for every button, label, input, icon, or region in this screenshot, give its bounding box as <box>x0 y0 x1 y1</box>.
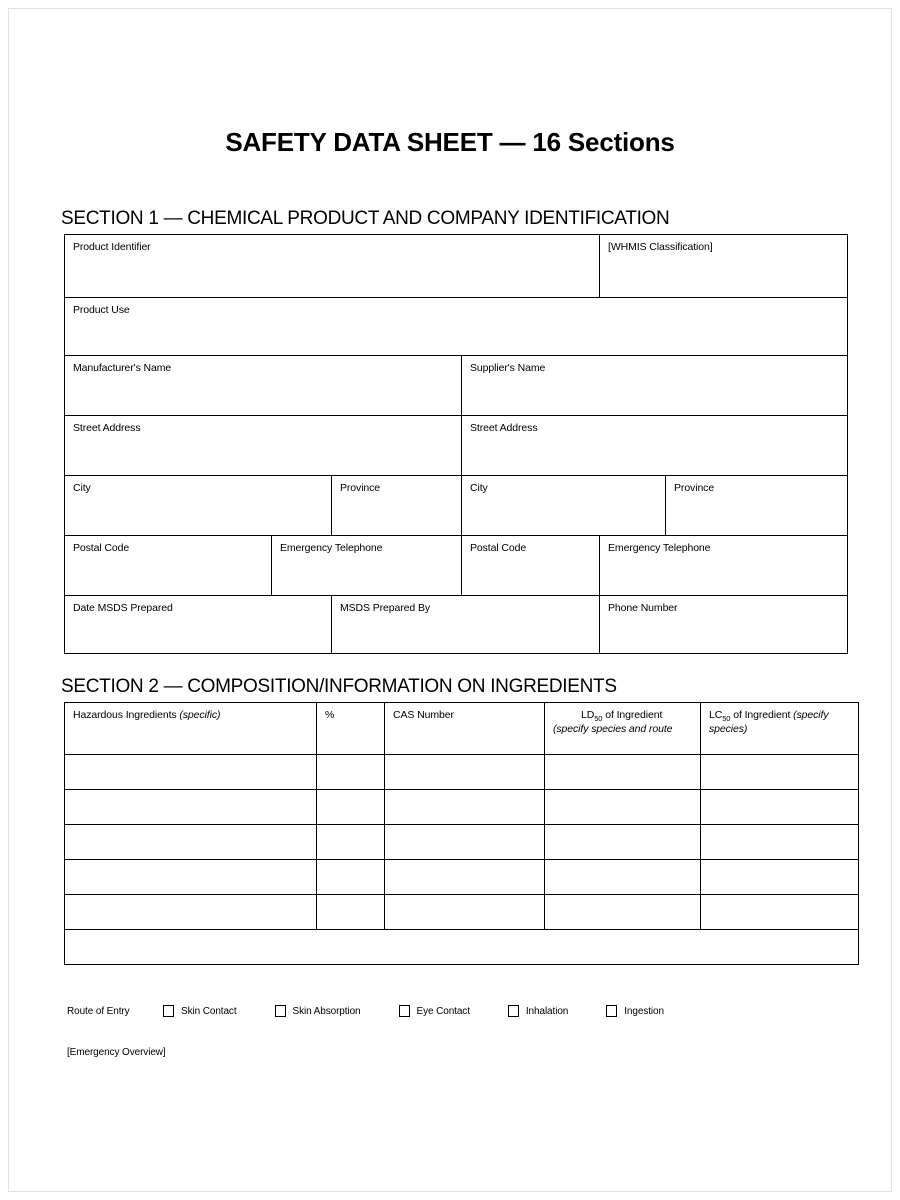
lc50-subscript: 50 <box>722 714 731 724</box>
field-manufacturer-name[interactable]: Manufacturer's Name <box>65 356 462 416</box>
checkbox-eye-contact[interactable] <box>399 1005 410 1017</box>
lc50-italic-2: species) <box>709 723 748 736</box>
route-option-skin-absorption[interactable] <box>275 1005 361 1017</box>
route-of-entry-label: Route of Entry <box>67 1005 130 1017</box>
ld50-prefix: LD <box>581 709 595 721</box>
route-option-ingestion[interactable] <box>606 1005 664 1017</box>
column-header-hazardous-ingredients <box>65 703 317 755</box>
table-row <box>65 476 848 536</box>
cell-cas-number[interactable] <box>385 895 545 930</box>
checkbox-inhalation[interactable] <box>508 1005 519 1017</box>
cell-ld50[interactable] <box>545 895 701 930</box>
checkbox-skin-absorption[interactable] <box>275 1005 286 1017</box>
field-manufacturer-city[interactable]: City <box>65 476 332 536</box>
field-msds-prepared-by[interactable]: MSDS Prepared By <box>332 596 600 654</box>
section-1-table <box>64 234 848 654</box>
cell-percent[interactable] <box>317 860 385 895</box>
table-row <box>65 235 848 298</box>
header-text: Hazardous Ingredients <box>73 709 180 721</box>
route-of-entry-row <box>67 1005 891 1017</box>
table-row <box>65 930 859 965</box>
cell-cas-number[interactable] <box>385 755 545 790</box>
cell-lc50[interactable] <box>701 790 859 825</box>
cell-cas-number[interactable] <box>385 790 545 825</box>
page-title: SAFETY DATA SHEET — 16 Sections <box>225 127 675 157</box>
field-supplier-emergency-telephone[interactable]: Emergency Telephone <box>600 536 848 596</box>
cell-hazardous-ingredient[interactable] <box>65 825 317 860</box>
ld50-subscript: 50 <box>594 714 603 724</box>
column-header-percent: % <box>317 703 385 755</box>
table-row <box>65 825 859 860</box>
cell-cas-number[interactable] <box>385 860 545 895</box>
header-text-italic: (specific) <box>179 709 221 721</box>
field-phone-number[interactable]: Phone Number <box>600 596 848 654</box>
cell-percent[interactable] <box>317 790 385 825</box>
field-whmis-classification[interactable]: [WHMIS Classification] <box>600 235 848 298</box>
field-manufacturer-street-address[interactable]: Street Address <box>65 416 462 476</box>
cell-percent[interactable] <box>317 755 385 790</box>
document-page <box>8 8 892 1192</box>
cell-lc50[interactable] <box>701 825 859 860</box>
cell-lc50[interactable] <box>701 895 859 930</box>
cell-hazardous-ingredient[interactable] <box>65 895 317 930</box>
field-supplier-city[interactable]: City <box>462 476 666 536</box>
table-row <box>65 755 859 790</box>
field-supplier-name[interactable]: Supplier's Name <box>462 356 848 416</box>
route-option-label: Skin Absorption <box>292 1005 361 1017</box>
cell-ld50[interactable] <box>545 860 701 895</box>
route-option-label: Ingestion <box>624 1005 664 1017</box>
field-supplier-province[interactable]: Province <box>666 476 848 536</box>
cell-percent[interactable] <box>317 825 385 860</box>
cell-hazardous-ingredient[interactable] <box>65 755 317 790</box>
cell-percent[interactable] <box>317 895 385 930</box>
field-manufacturer-emergency-telephone[interactable]: Emergency Telephone <box>272 536 462 596</box>
cell-ld50[interactable] <box>545 825 701 860</box>
table-row <box>65 860 859 895</box>
field-supplier-street-address[interactable]: Street Address <box>462 416 848 476</box>
cell-cas-number[interactable] <box>385 825 545 860</box>
field-date-msds-prepared[interactable]: Date MSDS Prepared <box>65 596 332 654</box>
route-option-label: Skin Contact <box>181 1005 237 1017</box>
section-1-heading: SECTION 1 — CHEMICAL PRODUCT AND COMPANY IDENTIFICATION <box>61 208 670 229</box>
ld50-italic: (specify species and route <box>553 723 673 736</box>
column-header-cas-number: CAS Number <box>385 703 545 755</box>
table-row <box>65 596 848 654</box>
column-header-lc50 <box>701 703 859 755</box>
table-row <box>65 895 859 930</box>
table-row <box>65 536 848 596</box>
cell-lc50[interactable] <box>701 755 859 790</box>
cell-hazardous-ingredient[interactable] <box>65 860 317 895</box>
route-option-label: Eye Contact <box>416 1005 470 1017</box>
field-product-identifier[interactable]: Product Identifier <box>65 235 600 298</box>
route-option-label: Inhalation <box>525 1005 569 1017</box>
column-header-ld50 <box>545 703 701 755</box>
lc50-prefix: LC <box>709 709 723 721</box>
lc50-italic-1: (specify <box>793 709 829 721</box>
section-2-table <box>64 702 859 965</box>
route-option-skin-contact[interactable] <box>163 1005 237 1017</box>
section-2-heading: SECTION 2 — COMPOSITION/INFORMATION ON INGREDIENTS <box>61 676 617 697</box>
field-manufacturer-postal-code[interactable]: Postal Code <box>65 536 272 596</box>
table-row <box>65 416 848 476</box>
table-row <box>65 356 848 416</box>
emergency-overview-label: [Emergency Overview] <box>67 1047 166 1058</box>
route-option-inhalation[interactable] <box>508 1005 568 1017</box>
table-row <box>65 790 859 825</box>
lc50-suffix: of Ingredient <box>730 709 794 721</box>
cell-notes-full-width[interactable] <box>65 930 859 965</box>
checkbox-ingestion[interactable] <box>606 1005 617 1017</box>
route-option-eye-contact[interactable] <box>399 1005 470 1017</box>
field-manufacturer-province[interactable]: Province <box>332 476 462 536</box>
field-supplier-postal-code[interactable]: Postal Code <box>462 536 600 596</box>
cell-lc50[interactable] <box>701 860 859 895</box>
cell-ld50[interactable] <box>545 755 701 790</box>
checkbox-skin-contact[interactable] <box>163 1005 174 1017</box>
cell-hazardous-ingredient[interactable] <box>65 790 317 825</box>
ld50-suffix: of Ingredient <box>602 709 663 721</box>
cell-ld50[interactable] <box>545 790 701 825</box>
table-row <box>65 298 848 356</box>
table-header-row <box>65 703 859 755</box>
field-product-use[interactable]: Product Use <box>65 298 848 356</box>
